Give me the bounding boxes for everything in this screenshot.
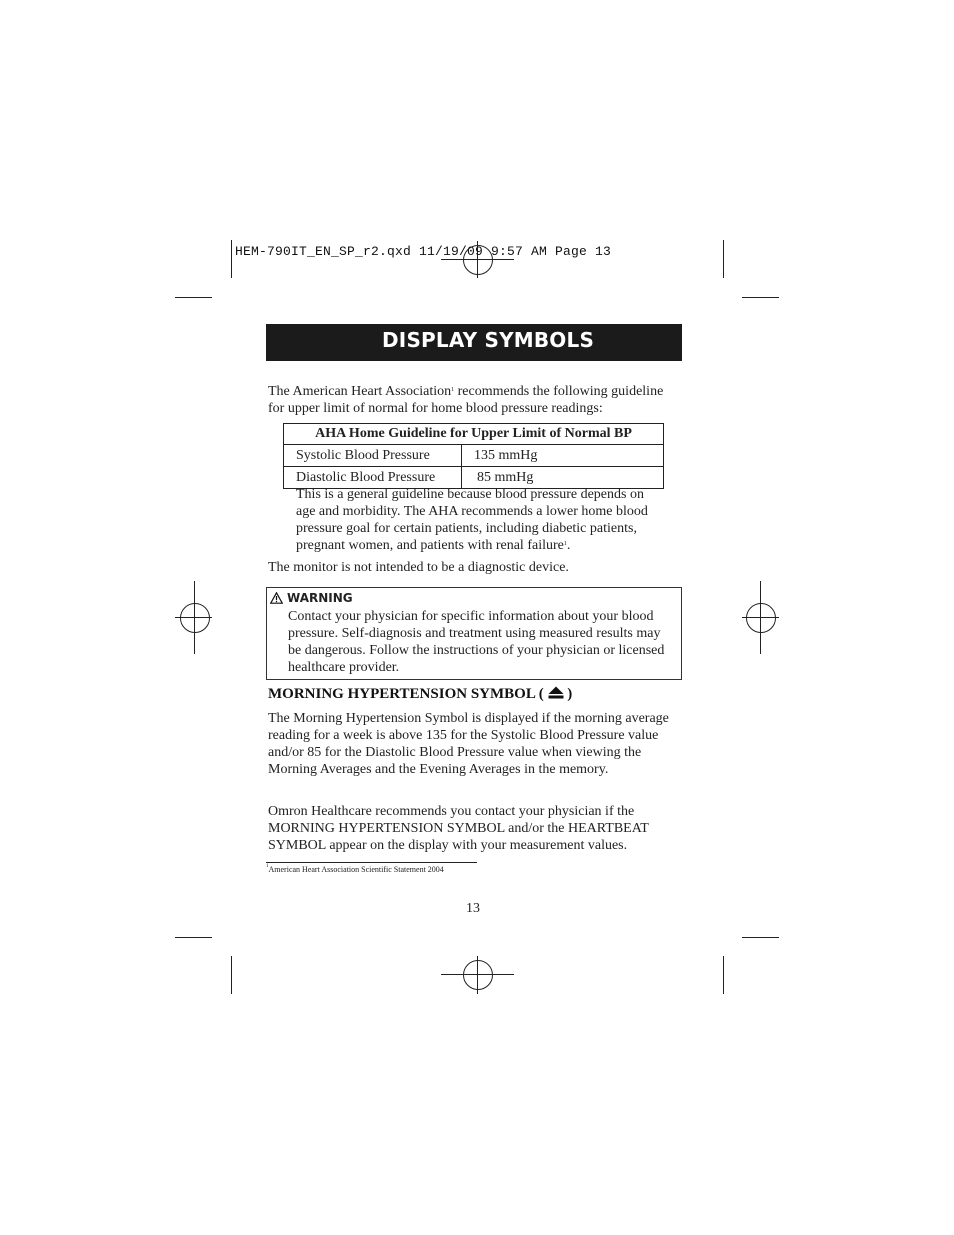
guideline-note: This is a general guideline because blood pressure depends on age and morbidity. The AHA recommends a lower home blood pressure goal for certain patients, including diabetic patients, pregnant women, and patients with renal failure$^1$.	[296, 487, 648, 553]
warning-text: Contact your physician for specific information about your blood pressure. Self-diagnosis and treatment using measured results may be dangerous. Follow the instructions of your physician or licensed healthcare provider.	[288, 609, 665, 675]
table-cell-label: Systolic Blood Pressure	[284, 445, 462, 467]
registration-mark-icon	[180, 603, 210, 633]
crop-mark	[723, 240, 724, 278]
page-number: 13	[466, 901, 480, 916]
crop-mark	[175, 937, 212, 938]
crop-mark	[723, 956, 724, 994]
omron-paragraph: Omron Healthcare recommends you contact your physician if the MORNING HYPERTENSION SYMBOL and/or the HEARTBEAT SYMBOL appear on the display with your measurement values.	[268, 804, 649, 853]
page-title: DISPLAY SYMBOLS	[382, 328, 595, 352]
diagnostic-note: The monitor is not intended to be a diagnostic device.	[268, 560, 569, 575]
table-cell-value: 135 mmHg	[462, 445, 664, 467]
table-header-row	[284, 424, 664, 445]
warning-heading: WARNING	[270, 591, 353, 605]
section-title-bar	[266, 324, 682, 361]
crop-mark	[742, 937, 779, 938]
bp-guideline-table	[283, 423, 664, 489]
morning-hypertension-heading: MORNING HYPERTENSION SYMBOL ( )	[268, 686, 573, 702]
morning-paragraph: The Morning Hypertension Symbol is displayed if the morning average reading for a week is above 135 for the Systolic Blood Pressure value and/or 85 for the Diastolic Blood Pressure value when viewing the Morning Averages and the Evening Averages in the memory.	[268, 711, 669, 777]
crop-mark	[231, 240, 232, 278]
crop-mark	[742, 297, 779, 298]
intro-paragraph: The American Heart Association$^1$ recommends the following guideline for upper limit of normal for home blood pressure readings:	[268, 384, 664, 416]
footnote-rule	[266, 862, 477, 863]
crop-mark	[175, 297, 212, 298]
crop-mark	[231, 956, 232, 994]
table-cell-value: 85 mmHg	[462, 467, 664, 489]
table-header: AHA Home Guideline for Upper Limit of Normal BP	[284, 424, 664, 445]
registration-mark-icon	[746, 603, 776, 633]
table-row	[284, 445, 664, 467]
warning-triangle-icon	[270, 592, 283, 604]
print-slug: HEM-790IT_EN_SP_r2.qxd 11/19/09 9:57 AM Page 13	[235, 244, 612, 259]
table-cell-label: Diastolic Blood Pressure	[284, 467, 462, 489]
registration-mark-icon	[463, 960, 493, 990]
footnote: $^1$American Heart Association Scientific Statement 2004	[266, 864, 444, 874]
morning-hypertension-icon	[548, 686, 564, 699]
